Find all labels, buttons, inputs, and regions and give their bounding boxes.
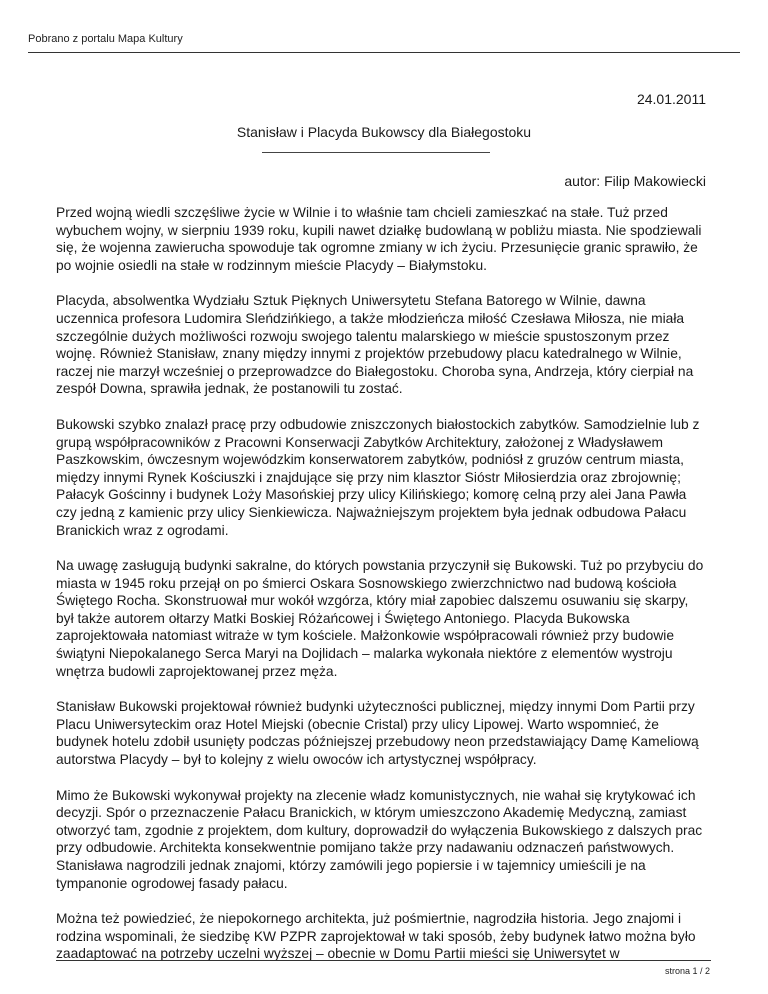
paragraph: Można też powiedzieć, że niepokornego architekta, już pośmiertnie, nagrodziła historia. Jego znajomi i rodzina wspominali, że siedzibę KW PZPR zaprojektował w taki sposób, żeby budynek łatwo można było zaadaptować na potrzeby uczelni wyższej – obecnie w Domu Partii mieści się Uniwersytet w: [56, 911, 696, 962]
title-underline: [262, 152, 490, 153]
article-body: [56, 204, 708, 981]
paragraph: Mimo że Bukowski wykonywał projekty na zlecenie władz komunistycznych, nie wahał się krytykować ich decyzji. Spór o przeznaczenie Pałacu Branickich, w którym umieszczono Akademię Medyczną, zamiast otworzyć tam, zgodnie z projektem, dom kultury, doprowadził do wyłączenia Bukowskiego z dalszych prac przy odbudowie. Architekta konsekwentnie pomijano także przy nadawaniu odznaczeń państwowych. Stanisława nagrodzili jednak znajomi, którzy zamówili jego popiersie i w tajemnicy umieścili je na tympanonie ogrodowej fasady pałacu.: [56, 787, 703, 891]
paragraph: Na uwagę zasługują budynki sakralne, do których powstania przyczynił się Bukowski. Tuż po przybyciu do miasta w 1945 roku przejął on po śmierci Oskara Sosnowskiego zwierzchnictwo nad budową kościoła Świętego Rocha. Skonstruował mur wokół wzgórza, który miał zapobiec dalszemu osuwaniu się skarpy, był także autorem ołtarzy Matki Boskiej Różańcowej i Świętego Antoniego. Placyda Bukowska zaprojektowała natomiast witraże w tym kościele. Małżonkowie współpracowali również przy budowie świątyni Niepokalanego Serca Maryi na Dojlidach – malarka wykonała niektóre z elementów wystroju wnętrza budowli zaprojektowanej przez męża.: [56, 558, 704, 679]
article-title: Stanisław i Placyda Bukowscy dla Białegostoku: [236, 124, 532, 140]
paragraph: Bukowski szybko znalazł pracę przy odbudowie zniszczonych białostockich zabytków. Samodzielnie lub z grupą współpracowników z Pracowni Konserwacji Zabytków Architektury, założonej z Władysławem Paszkowskim, ówczesnym wojewódzkim konserwatorem zabytków, podniósł z gruzów centrum miasta, między innymi Rynek Kościuszki i znajdujące się przy nim klasztor Sióstr Miłosierdzia oraz zbrojownię; Pałacyk Gościnny i budynek Loży Masońskiej przy ulicy Kilińskiego; komorę celną przy alei Jana Pawła czy jedną z kamienic przy ulicy Sienkiewicza. Najważniejszym projektem była jednak odbudowa Pałacu Branickich wraz z ogrodami.: [56, 416, 700, 538]
paragraph: Stanisław Bukowski projektował również budynki użyteczności publicznej, między innymi Dom Partii przy Placu Uniwersyteckim oraz Hotel Miejski (obecnie Cristal) przy ulicy Lipowej. Warto wspomnieć, że budynek hotelu zdobił usunięty podczas późniejszej przebudowy neon przedstawiający Damę Kameliową autorstwa Placydy – był to kolejny z wielu owoców ich artystycznej współpracy.: [56, 699, 699, 768]
header-divider: [28, 52, 740, 53]
paragraph: Przed wojną wiedli szczęśliwe życie w Wilnie i to właśnie tam chcieli zamieszkać na stałe. Tuż przed wybuchem wojny, w sierpniu 1939 roku, kupili nawet działkę budowlaną w pobliżu miasta. Nie spodziewali się, że wojenna zawierucha spowoduje tak ogromne zmiany w ich życiu. Przesunięcie granic sprawiło, że po wojnie osiedli na stałe w rodzinnym mieście Placydy – Białymstoku.: [56, 205, 702, 273]
article-date: 24.01.2011: [636, 91, 706, 107]
page-number: strona 1 / 2: [664, 966, 710, 976]
paragraph: Placyda, absolwentka Wydziału Sztuk Pięknych Uniwersytetu Stefana Batorego w Wilnie, dawna uczennica profesora Ludomira Sleńdzińkiego, a także młodzieńcza miłość Czesława Miłosza, nie miała szczególnie dużych możliwości rozwoju swojego talentu malarskiego w mieście spustoszonym przez wojnę. Również Stanisław, znany między innymi z projektów przebudowy placu katedralnego w Wilnie, raczej nie marzył wcześniej o przeprowadzce do Białegostoku. Choroba syna, Andrzeja, który cierpiał na zespół Downa, sprawiła jednak, że postanowili tu zostać.: [56, 293, 694, 397]
header-source: Pobrano z portalu Mapa Kultury: [28, 33, 183, 45]
footer-divider: [56, 960, 711, 961]
article-author: autor: Filip Makowiecki: [564, 173, 706, 189]
